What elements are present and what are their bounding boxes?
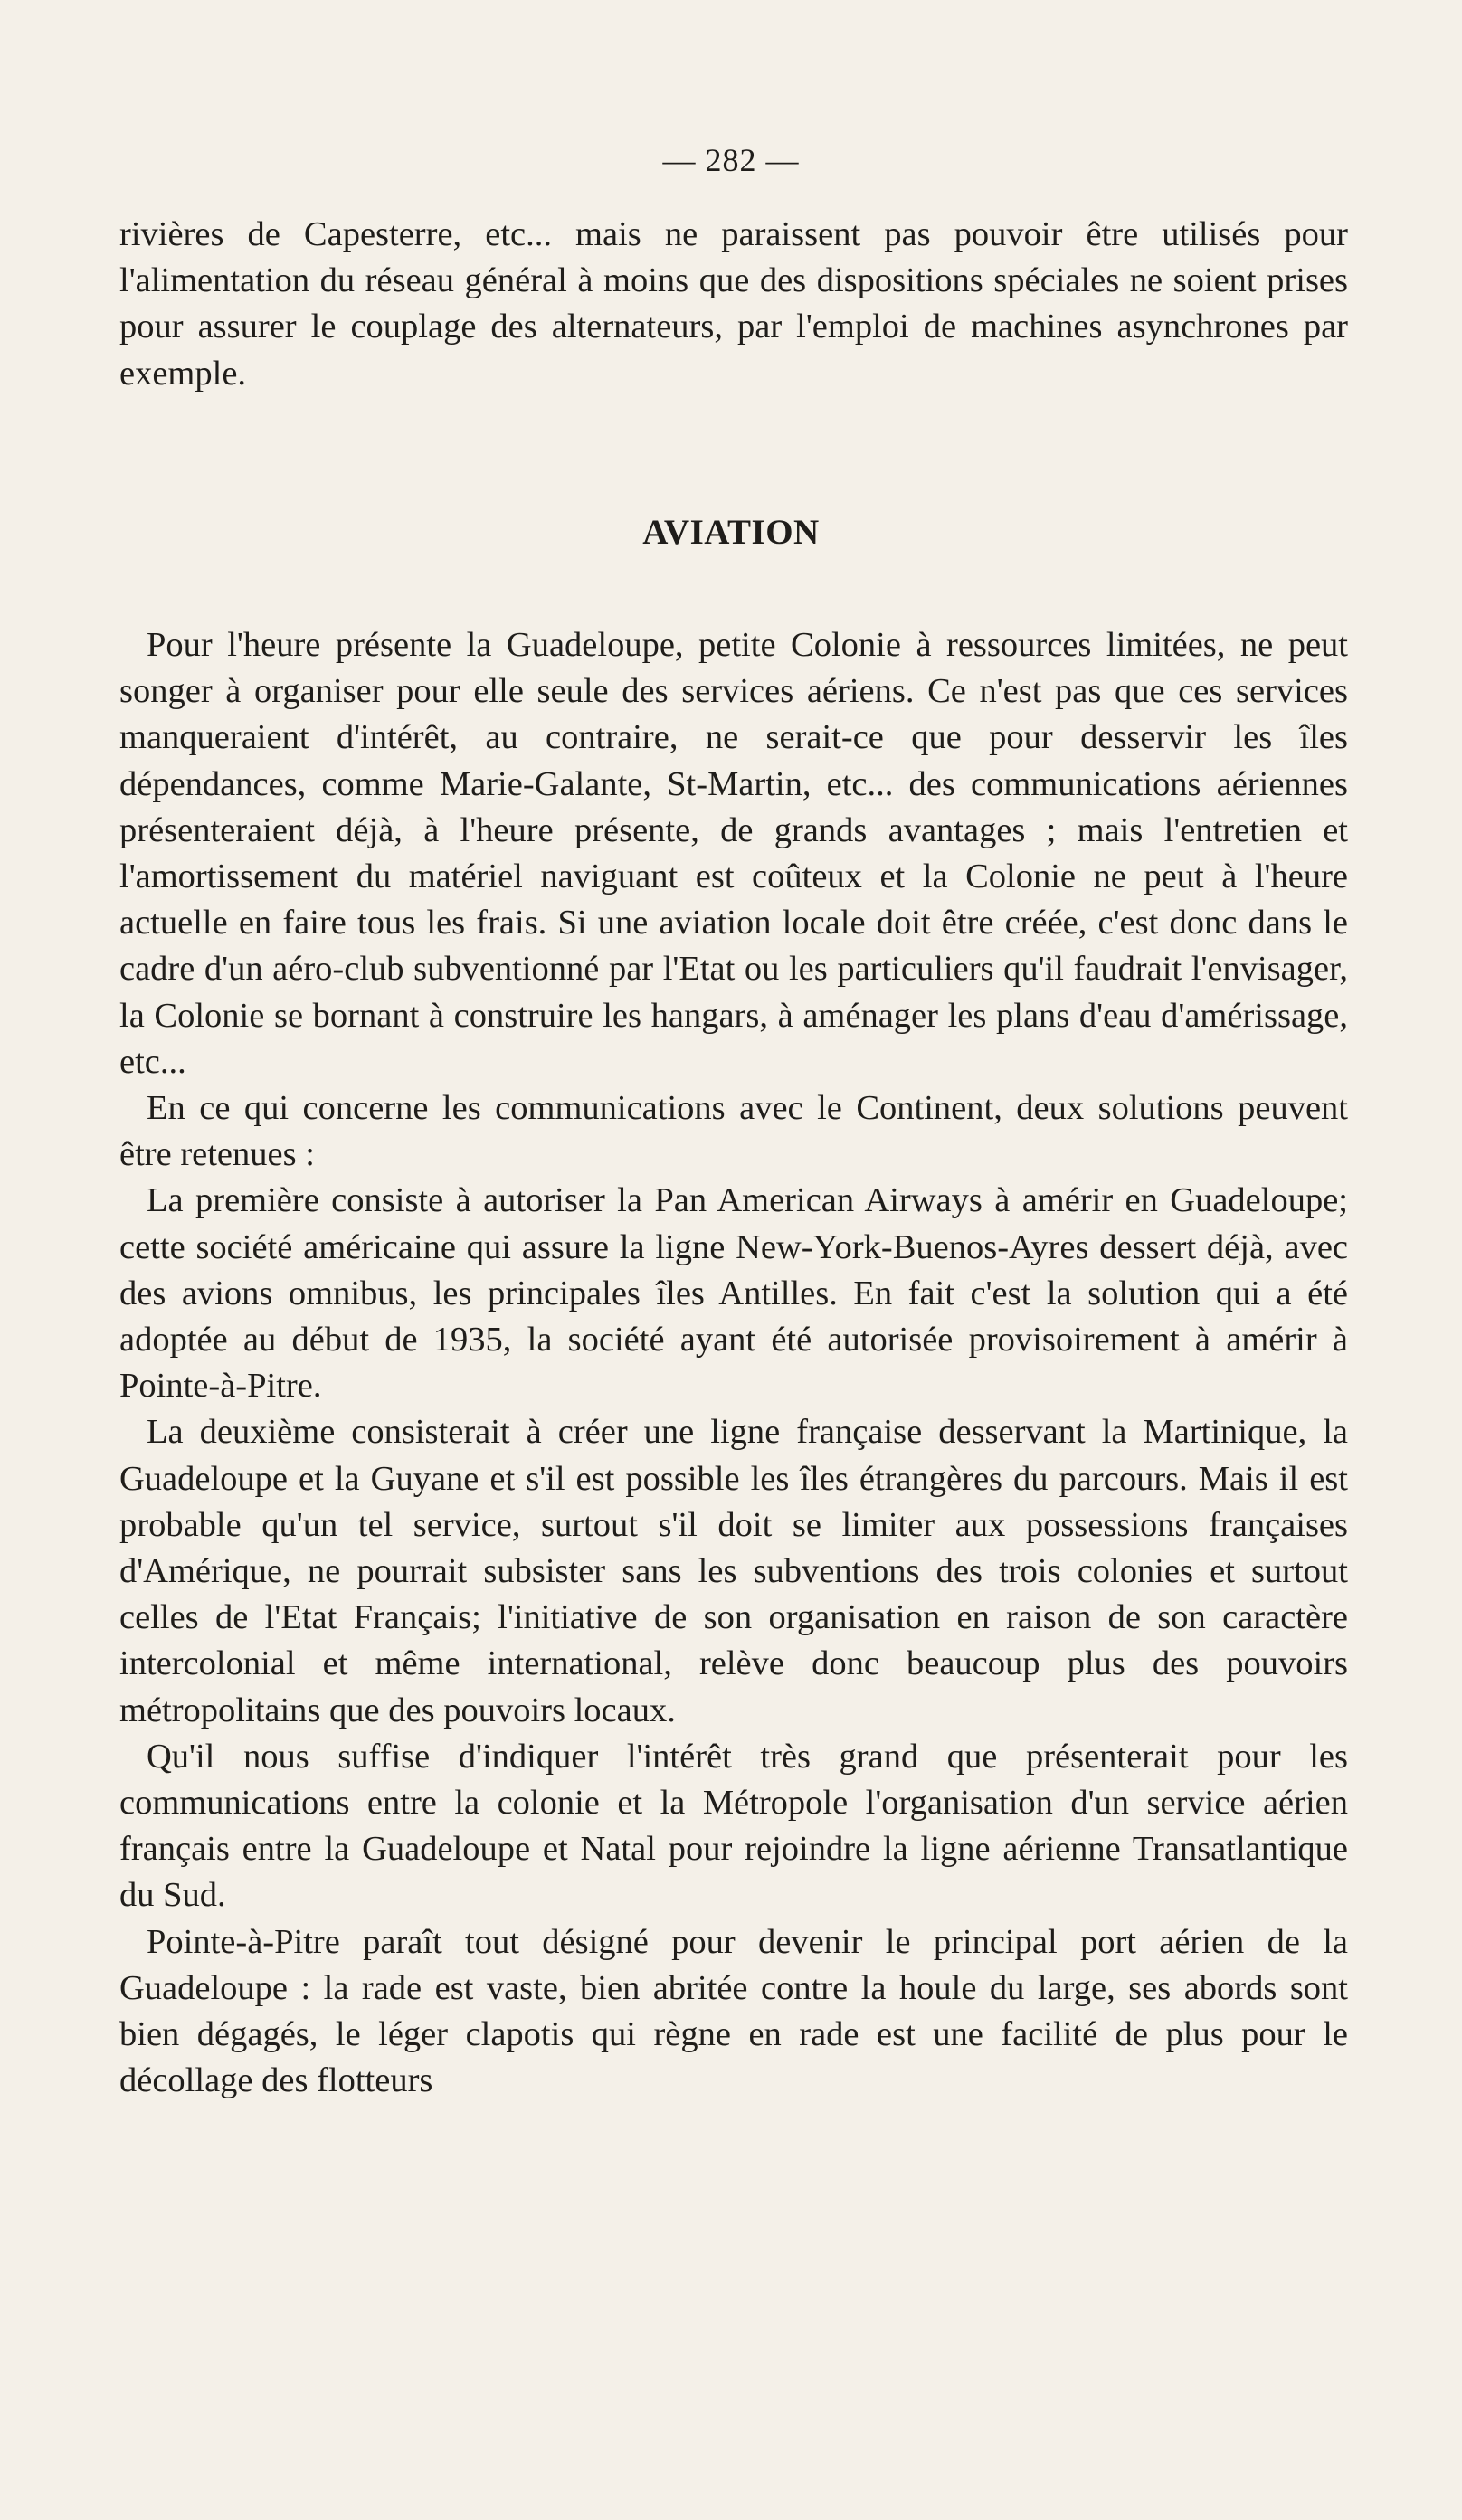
paragraph: rivières de Capesterre, etc... mais ne paraissent pas pouvoir être utilisés pour l'alimentation du réseau général à moins que des dispositions spéciales ne soient prises pour assurer le couplage des alternateurs, par l'emploi de machines asynchrones par exemple.	[119, 215, 1348, 393]
section-heading: AVIATION	[642, 513, 820, 552]
page-number: — 282 —	[662, 142, 800, 178]
intro-text	[119, 212, 1348, 397]
paragraph: La deuxième consisterait à créer une ligne française desservant la Martinique, la Guadeloupe et la Guyane et s'il est possible les îles étrangères du parcours. Mais il est probable qu'un tel service, surtout s'il doit se limiter aux possessions françaises d'Amérique, ne pourrait subsister sans les subventions des trois colonies et surtout celles de l'Etat Français; l'initiative de son organisation en raison de son caractère intercolonial et même international, relève donc beaucoup plus des pouvoirs métropolitains que des pouvoirs locaux.	[119, 1413, 1348, 1729]
paragraph: Pour l'heure présente la Guadeloupe, petite Colonie à ressources limitées, ne peut songer à organiser pour elle seule des services aériens. Ce n'est pas que ces services manqueraient d'intérêt, au contraire, ne serait-ce que pour desservir les îles dépendances, comme Marie-Galante, St-Martin, etc... des communications aériennes présenteraient déjà, à l'heure présente, de grands avantages ; mais l'entretien et l'amortissement du matériel naviguant est coûteux et la Colonie ne peut à l'heure actuelle en faire tous les frais. Si une aviation locale doit être créée, c'est donc dans le cadre d'un aéro-club subventionné par l'Etat ou les particuliers qu'il faudrait l'envisager, la Colonie se bornant à construire les hangars, à aménager les plans d'eau d'amérissage, etc...	[119, 626, 1348, 1081]
paragraph: En ce qui concerne les communications avec le Continent, deux solutions peuvent être retenues :	[119, 1089, 1348, 1174]
paragraph: Qu'il nous suffise d'indiquer l'intérêt très grand que présenterait pour les communications entre la colonie et la Métropole l'organisation d'un service aérien français entre la Guadeloupe et Natal pour rejoindre la ligne aérienne Transatlantique du Sud.	[119, 1737, 1348, 1915]
paragraph: La première consiste à autoriser la Pan American Airways à amérir en Guadeloupe; cette société américaine qui assure la ligne New-York-Buenos-Ayres dessert déjà, avec des avions omnibus, les principales îles Antilles. En fait c'est la solution qui a été adoptée au début de 1935, la société ayant été autorisée provisoirement à amérir à Pointe-à-Pitre.	[119, 1181, 1348, 1406]
section-body	[119, 622, 1348, 2105]
paragraph: Pointe-à-Pitre paraît tout désigné pour devenir le principal port aérien de la Guadeloupe : la rade est vaste, bien abritée contre la houle du large, ses abords sont bien dégagés, le léger clapotis qui règne en rade est une facilité de plus pour le décollage des flotteurs	[119, 1922, 1348, 2100]
